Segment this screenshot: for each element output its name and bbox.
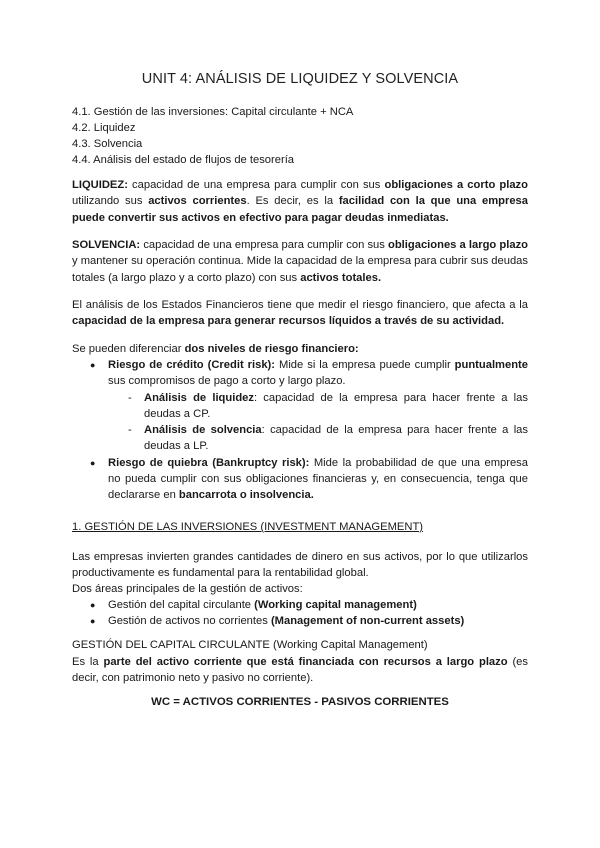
toc-item: 4.4. Análisis del estado de flujos de tesorería xyxy=(72,154,295,166)
text-span: capacidad de una empresa para cumplir con sus xyxy=(140,239,389,251)
solvencia-definition xyxy=(72,237,528,286)
text-span: : capacidad de la empresa para hacer frente a las deudas a LP. xyxy=(144,424,528,453)
toc-item: 4.2. Liquidez xyxy=(72,122,136,134)
areas-intro: Dos áreas principales de la gestión de activos: xyxy=(72,583,303,595)
solvencia-term: SOLVENCIA: xyxy=(72,239,141,251)
bold-span: activos totales. xyxy=(300,271,382,284)
bullet-icon: ● xyxy=(90,616,96,627)
bullet-icon: ● xyxy=(90,600,96,610)
list-item xyxy=(72,597,528,613)
bold-span: Riesgo de quiebra (Bankruptcy risk): xyxy=(108,456,310,469)
text-span: y mantener su operación continua. Mide la capacidad de la empresa para cubrir sus deudas totales (a largo plazo y a corto plazo) con sus xyxy=(72,255,528,284)
bold-span: dos niveles de riesgo financiero: xyxy=(184,343,359,355)
bold-span: Análisis de solvencia xyxy=(144,424,262,437)
text-span: Gestión del capital circulante xyxy=(108,599,255,611)
bold-span: obligaciones a corto plazo xyxy=(384,179,528,191)
text-span: Se pueden diferenciar xyxy=(72,343,185,355)
table-of-contents xyxy=(72,104,353,168)
toc-item: 4.3. Solvencia xyxy=(72,138,143,150)
text-span: sus compromisos de pago a corto y largo plazo. xyxy=(108,375,346,388)
liquidez-definition xyxy=(72,177,528,226)
bold-span: Riesgo de crédito (Credit risk): xyxy=(108,359,276,371)
capital-definition xyxy=(72,654,528,687)
subsection-heading: GESTIÓN DEL CAPITAL CIRCULANTE (Working Capital Management) xyxy=(72,639,428,651)
text-span: : capacidad de la empresa para hacer frente a las deudas a CP. xyxy=(144,391,528,420)
bold-span: activos corrientes xyxy=(148,195,247,208)
text-span: . Es decir, es la xyxy=(246,195,339,208)
text-span: (es decir, con patrimonio neto y pasivo no corriente). xyxy=(72,656,528,685)
bold-span: puntualmente xyxy=(454,359,528,371)
dash-icon: - xyxy=(128,424,132,437)
text-span: capacidad de una empresa para cumplir con sus xyxy=(127,179,385,191)
section-intro: Las empresas invierten grandes cantidades de dinero en sus activos, por lo que utilizarlos productivamente es fundamental para la rentabilidad global. xyxy=(72,551,528,580)
wc-formula: WC = ACTIVOS CORRIENTES - PASIVOS CORRIENTES xyxy=(151,696,449,708)
risk-list xyxy=(72,357,528,504)
section-heading: 1. GESTIÓN DE LAS INVERSIONES (INVESTMENT MANAGEMENT) xyxy=(72,521,424,533)
page-title: UNIT 4: ANÁLISIS DE LIQUIDEZ Y SOLVENCIA xyxy=(141,71,459,87)
dash-icon: - xyxy=(128,391,132,404)
bold-span: obligaciones a largo plazo xyxy=(388,239,528,251)
bold-span: Análisis de liquidez xyxy=(144,391,254,404)
bullet-icon: ● xyxy=(90,360,96,370)
bold-span: (Management of non-current assets) xyxy=(270,615,465,628)
bullet-icon: ● xyxy=(90,457,96,468)
analisis-paragraph xyxy=(72,297,528,330)
areas-list xyxy=(72,597,528,630)
list-item xyxy=(72,422,528,455)
bold-span: (Working capital management) xyxy=(254,599,417,611)
text-span: El análisis de los Estados Financieros tiene que medir el riesgo financiero, que afecta a la xyxy=(72,299,528,311)
bold-span: bancarrota o insolvencia. xyxy=(178,489,314,502)
text-span: Es la xyxy=(72,656,104,668)
liquidez-term: LIQUIDEZ: xyxy=(72,179,128,191)
bold-span: parte del activo corriente que está financiada con recursos a largo plazo xyxy=(103,656,508,668)
niveles-intro xyxy=(72,341,528,357)
list-item xyxy=(72,455,528,504)
text-span: Mide la probabilidad de que una empresa no pueda cumplir con sus obligaciones financieras y, en consecuencia, tenga que declararse en xyxy=(108,456,528,502)
list-item xyxy=(72,390,528,423)
list-item xyxy=(72,357,528,390)
list-item xyxy=(72,613,528,629)
bold-span: facilidad con la que una empresa puede convertir sus activos en efectivo para pagar deudas inmediatas. xyxy=(72,195,528,224)
bold-span: capacidad de la empresa para generar recursos líquidos a través de su actividad. xyxy=(72,315,505,328)
text-span: Mide si la empresa puede cumplir xyxy=(275,359,455,371)
toc-item: 4.1. Gestión de las inversiones: Capital circulante + NCA xyxy=(72,106,354,118)
text-span: Gestión de activos no corrientes xyxy=(108,615,271,628)
text-span: utilizando sus xyxy=(72,195,149,208)
